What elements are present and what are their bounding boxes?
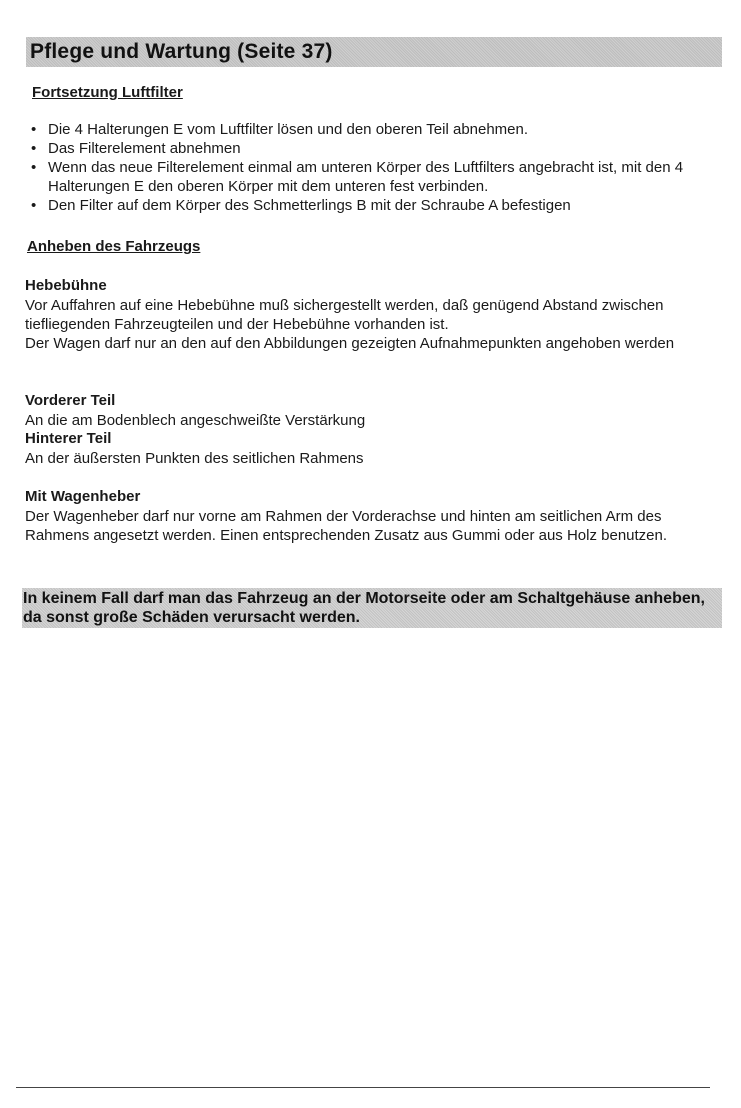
- luftfilter-steps-list: [28, 120, 708, 215]
- list-item: [28, 158, 708, 196]
- paragraph-vorderer-teil: [25, 411, 705, 430]
- section-heading-anheben: Anheben des Fahrzeugs: [27, 238, 201, 255]
- footer-divider: [16, 1087, 710, 1088]
- list-item-text: Die 4 Halterungen E vom Luftfilter lösen und den oberen Teil abnehmen.: [48, 121, 529, 138]
- section-heading-luftfilter: Fortsetzung Luftfilter: [32, 84, 183, 101]
- subheading-hinterer-teil: Hinterer Teil: [25, 430, 112, 447]
- paragraph-hinterer-teil: [25, 449, 705, 468]
- page-header-bar: [26, 37, 722, 67]
- subheading-hebebuehne: Hebebühne: [25, 277, 107, 294]
- list-item: [28, 139, 708, 158]
- list-item-text: Den Filter auf dem Körper des Schmetterlings B mit der Schraube A befestigen: [48, 197, 571, 214]
- paragraph-hebebuehne: [25, 296, 705, 353]
- list-item: [28, 120, 708, 139]
- warning-box: [22, 588, 722, 628]
- subheading-vorderer-teil: Vorderer Teil: [25, 392, 116, 409]
- paragraph-line: Vor Auffahren auf eine Hebebühne muß sichergestellt werden, daß genügend Abstand zwischen tiefliegenden Fahrzeugteilen und der Hebebühne vorhanden ist.: [25, 297, 664, 333]
- bullet-icon: •: [31, 197, 37, 214]
- bullet-icon: •: [31, 121, 37, 138]
- paragraph-line: An die am Bodenblech angeschweißte Verstärkung: [25, 412, 366, 429]
- warning-text: In keinem Fall darf man das Fahrzeug an der Motorseite oder am Schaltgehäuse anheben, da sonst große Schäden verursacht werden.: [23, 590, 705, 626]
- paragraph-line: Der Wagenheber darf nur vorne am Rahmen der Vorderachse und hinten am seitlichen Arm des Rahmens angesetzt werden. Einen entsprechenden Zusatz aus Gummi oder aus Holz benutzen.: [25, 508, 668, 544]
- page-title: Pflege und Wartung (Seite 37): [30, 40, 333, 63]
- paragraph-wagenheber: [25, 507, 695, 545]
- bullet-icon: •: [31, 140, 37, 157]
- bullet-icon: •: [31, 159, 37, 176]
- paragraph-line: An der äußersten Punkten des seitlichen Rahmens: [25, 450, 364, 467]
- subheading-wagenheber: Mit Wagenheber: [25, 488, 141, 505]
- list-item: [28, 196, 708, 215]
- list-item-text: Das Filterelement abnehmen: [48, 140, 241, 157]
- list-item-text: Wenn das neue Filterelement einmal am unteren Körper des Luftfilters angebracht ist, mit den 4 Halterungen E den oberen Körper mit dem unteren fest verbinden.: [48, 159, 684, 195]
- paragraph-line: Der Wagen darf nur an den auf den Abbildungen gezeigten Aufnahmepunkten angehoben werden: [25, 335, 675, 352]
